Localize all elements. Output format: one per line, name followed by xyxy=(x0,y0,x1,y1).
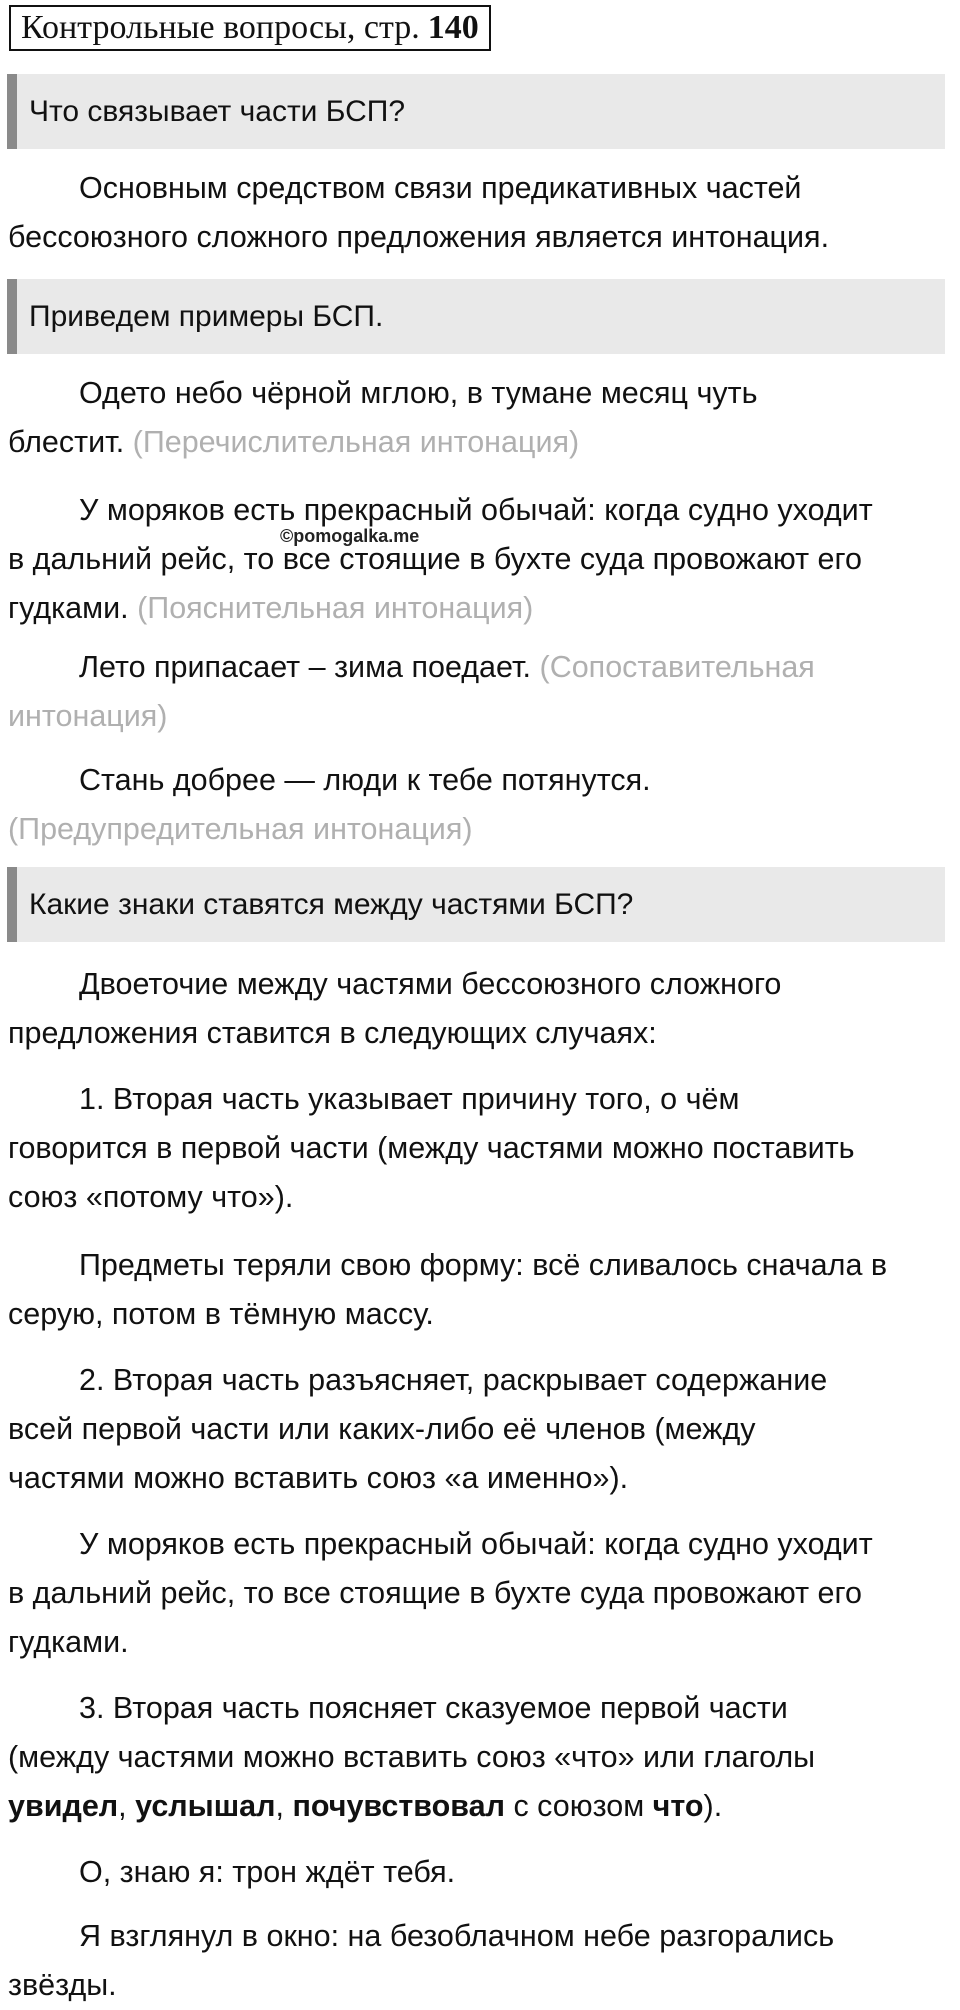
example-paragraph-3 xyxy=(8,643,958,741)
text-line: в дальний рейс, то все стоящие в бухте суда провожают его xyxy=(8,542,862,576)
text-line: Предметы теряли свою форму: всё сливалось сначала в xyxy=(79,1248,888,1282)
text-line: всей первой части или каких-либо её членов (между xyxy=(8,1412,756,1446)
text-line: 1. Вторая часть указывает причину того, о чём xyxy=(79,1082,740,1116)
text-line: У моряков есть прекрасный обычай: когда судно уходит xyxy=(79,1527,873,1561)
rule-paragraph-1 xyxy=(8,1075,958,1222)
question-heading-2: Приведем примеры БСП. xyxy=(7,279,945,354)
text-line: 3. Вторая часть поясняет сказуемое первой части xyxy=(79,1691,788,1725)
text-line: У моряков есть прекрасный обычай: когда судно уходит xyxy=(79,493,873,527)
text-line: Основным средством связи предикативных частей xyxy=(79,171,802,205)
text-line: гудками. xyxy=(8,1625,129,1659)
text-line: Стань добрее — люди к тебе потянутся. xyxy=(79,763,651,797)
separator: , xyxy=(275,1789,293,1823)
text-line: бессоюзного сложного предложения является интонация. xyxy=(8,220,830,254)
text-line: 2. Вторая часть разъясняет, раскрывает содержание xyxy=(79,1363,828,1397)
separator: , xyxy=(118,1789,136,1823)
text-line: Я взглянул в окно: на безоблачном небе разгорались xyxy=(79,1919,835,1953)
example-paragraph-5 xyxy=(8,1241,958,1339)
example-paragraph-6 xyxy=(8,1520,958,1667)
rule-paragraph-3 xyxy=(8,1684,958,1831)
text-line: предложения ставится в следующих случаях: xyxy=(8,1016,657,1050)
watermark: ©pomogalka.me xyxy=(280,526,420,546)
example-paragraph-1 xyxy=(8,369,958,467)
rule-paragraph-2 xyxy=(8,1356,958,1503)
text-line: серую, потом в тёмную массу. xyxy=(8,1297,434,1331)
intonation-note: (Предупредительная интонация) xyxy=(8,812,473,846)
text-line: союз «потому что»). xyxy=(8,1180,294,1214)
text-line: говорится в первой части (между частями можно поставить xyxy=(8,1131,855,1165)
page-title: Контрольные вопросы, стр. xyxy=(21,9,420,46)
intonation-note: (Сопоставительная xyxy=(539,650,815,684)
text-line: Одето небо чёрной мглою, в тумане месяц чуть xyxy=(79,376,758,410)
text-fragment: ). xyxy=(703,1789,723,1823)
example-paragraph-7 xyxy=(8,1848,958,1897)
text-line: звёзды. xyxy=(8,1968,117,2002)
text-line: гудками. xyxy=(8,591,129,625)
page-number: 140 xyxy=(427,9,479,46)
answer-paragraph-1 xyxy=(8,164,958,262)
text-line: О, знаю я: трон ждёт тебя. xyxy=(79,1855,456,1889)
text-line: блестит. xyxy=(8,425,125,459)
bold-verb: увидел xyxy=(8,1789,119,1823)
text-line: Лето припасает – зима поедает. xyxy=(79,650,532,684)
bold-verb: услышал xyxy=(135,1789,276,1823)
question-heading-3: Какие знаки ставятся между частями БСП? xyxy=(7,867,945,942)
example-paragraph-2 xyxy=(8,486,958,633)
page-title-box xyxy=(9,5,491,51)
intonation-note: интонация) xyxy=(8,699,168,733)
text-fragment: с союзом xyxy=(504,1789,653,1823)
text-line: (между частями можно вставить союз «что» или глаголы xyxy=(8,1740,816,1774)
text-line: Двоеточие между частями бессоюзного сложного xyxy=(79,967,782,1001)
intonation-note: (Перечислительная интонация) xyxy=(132,425,580,459)
intro-paragraph xyxy=(8,960,958,1058)
intonation-note: (Пояснительная интонация) xyxy=(137,591,534,625)
bold-conjunction: что xyxy=(652,1789,704,1823)
question-heading-1: Что связывает части БСП? xyxy=(7,74,945,149)
text-line: частями можно вставить союз «а именно»). xyxy=(8,1461,629,1495)
example-paragraph-8 xyxy=(8,1912,958,2010)
bold-verb: почувствовал xyxy=(292,1789,505,1823)
example-paragraph-4 xyxy=(8,756,958,854)
text-line: в дальний рейс, то все стоящие в бухте суда провожают его xyxy=(8,1576,862,1610)
